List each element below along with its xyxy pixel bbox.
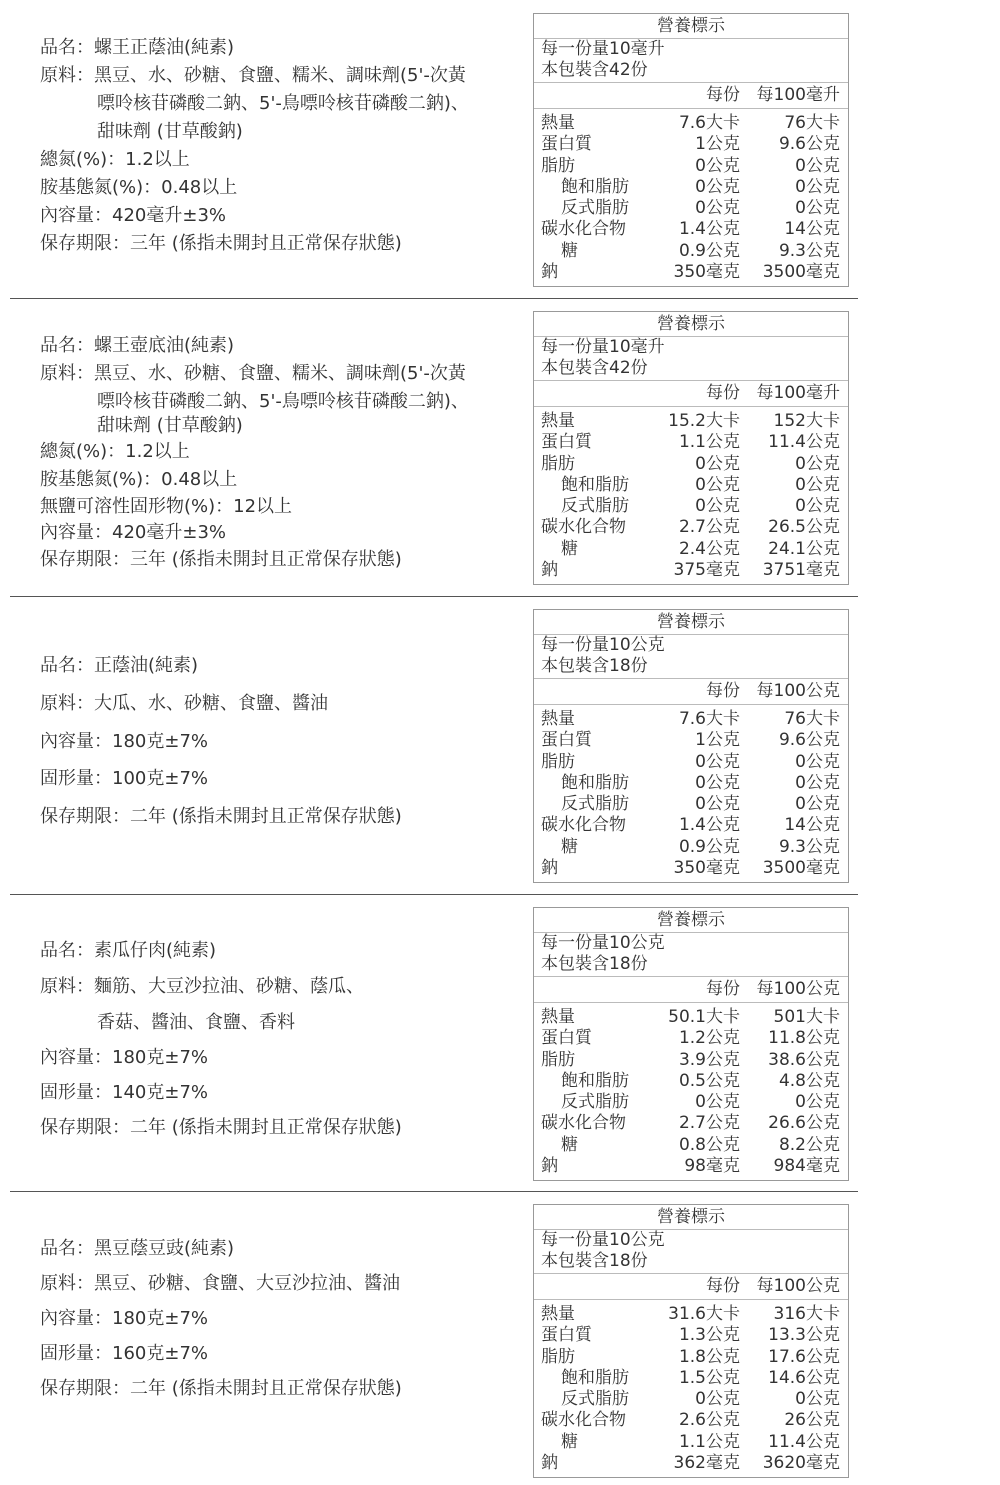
per-serving-header: 每份	[706, 1276, 740, 1296]
per-100-value: 9.3公克	[778, 836, 840, 857]
per-100-value: 0公克	[795, 794, 840, 815]
nutrition-title: 營養標示	[534, 14, 848, 39]
product-detail-line: 原料：黑豆、水、砂糖、食鹽、糯米、調味劑(5'-次黃	[40, 65, 466, 86]
per-serving-value: 0公克	[695, 155, 740, 176]
per-100-value: 0公克	[795, 1092, 840, 1113]
per-100-value: 8.2公克	[778, 1134, 840, 1155]
nutrient-label: 蛋白質	[541, 432, 592, 453]
nutrient-label: 蛋白質	[541, 1325, 592, 1346]
nutrition-row	[534, 794, 848, 815]
nutrient-label: 飽和脂肪	[561, 474, 629, 495]
nutrition-row	[534, 1389, 848, 1410]
nutrition-row	[534, 496, 848, 517]
product-name: 品名：黑豆蔭豆豉(純素)	[40, 1238, 235, 1259]
nutrient-label: 脂肪	[541, 751, 575, 772]
nutrient-label: 蛋白質	[541, 1028, 592, 1049]
nutrient-label: 碳水化合物	[541, 517, 626, 538]
nutrient-label: 反式脂肪	[561, 198, 629, 219]
per-serving-header: 每份	[706, 85, 740, 105]
per-100-value: 0公克	[795, 198, 840, 219]
serving-size: 每一份量10公克	[541, 1230, 665, 1250]
nutrition-row	[534, 262, 848, 283]
nutrition-row	[534, 475, 848, 496]
per-serving-value: 0公克	[695, 453, 740, 474]
per-serving-value: 0.9公克	[678, 240, 740, 261]
product-detail-line: 保存期限：二年 (係指未開封且正常保存狀態)	[40, 1117, 402, 1138]
per-serving-value: 1.1公克	[678, 1431, 740, 1452]
product-detail-line: 甜味劑 (甘草酸鈉)	[97, 121, 243, 142]
nutrition-row	[534, 815, 848, 836]
per-serving-value: 362毫克	[673, 1453, 740, 1474]
product-detail-line: 保存期限：三年 (係指未開封且正常保存狀態)	[40, 549, 402, 570]
product-name: 品名：正蔭油(純素)	[40, 655, 199, 676]
nutrition-row	[534, 454, 848, 475]
per-serving-value: 2.7公克	[678, 1113, 740, 1134]
per-100-value: 11.8公克	[768, 1028, 840, 1049]
nutrition-title: 營養標示	[534, 908, 848, 933]
per-100-value: 984毫克	[773, 1156, 840, 1177]
per-100-value: 26.6公克	[768, 1113, 840, 1134]
nutrition-rows	[534, 1300, 848, 1477]
per-serving-value: 98毫克	[684, 1156, 740, 1177]
per-100-value: 501大卡	[773, 1007, 840, 1027]
serving-size: 每一份量10公克	[541, 635, 665, 655]
per-serving-value: 350毫克	[673, 262, 740, 283]
per-serving-value: 375毫克	[673, 560, 740, 581]
nutrition-rows	[534, 1003, 848, 1180]
per-100-value: 0公克	[795, 453, 840, 474]
nutrient-label: 碳水化合物	[541, 1410, 626, 1431]
per-serving-value: 2.4公克	[678, 538, 740, 559]
per-serving-value: 0公克	[695, 176, 740, 197]
nutrition-row	[534, 1092, 848, 1113]
per-100-value: 76大卡	[784, 709, 840, 729]
nutrition-title: 營養標示	[534, 312, 848, 337]
per-serving-value: 0公克	[695, 751, 740, 772]
per-100-value: 0公克	[795, 496, 840, 517]
product-detail-line: 內容量：180克±7%	[40, 1308, 208, 1329]
per-serving-value: 0公克	[695, 1389, 740, 1410]
product-detail-line: 固形量：140克±7%	[40, 1082, 208, 1103]
nutrient-label: 糖	[561, 836, 578, 857]
per-100-value: 0公克	[795, 155, 840, 176]
per-100-value: 14.6公克	[768, 1367, 840, 1388]
product-detail-line: 內容量：420毫升±3%	[40, 522, 226, 543]
nutrition-header	[534, 1274, 848, 1300]
per-100-header: 每100毫升	[756, 383, 840, 403]
nutrient-label: 反式脂肪	[561, 794, 629, 815]
nutrition-row	[534, 773, 848, 794]
product-detail-line: 嘌呤核苷磷酸二鈉、5'-鳥嘌呤核苷磷酸二鈉)、	[97, 391, 469, 412]
nutrition-row	[534, 1113, 848, 1134]
nutrient-label: 糖	[561, 538, 578, 559]
serving-size: 每一份量10公克	[541, 933, 665, 953]
nutrient-label: 糖	[561, 1431, 578, 1452]
product-detail-line: 胺基態氮(%)：0.48以上	[40, 177, 238, 198]
nutrition-row	[534, 1050, 848, 1071]
per-serving-value: 7.6大卡	[678, 113, 740, 133]
section-divider	[10, 596, 858, 597]
per-serving-value: 1.2公克	[678, 1028, 740, 1049]
nutrition-row	[534, 432, 848, 453]
per-serving-value: 0公克	[695, 794, 740, 815]
per-serving-value: 0.8公克	[678, 1134, 740, 1155]
nutrition-row	[534, 1071, 848, 1092]
serving-info	[534, 933, 848, 977]
product-detail-line: 總氮(%)：1.2以上	[40, 441, 190, 462]
section-divider	[10, 298, 858, 299]
per-100-value: 316大卡	[773, 1304, 840, 1324]
nutrition-row	[534, 858, 848, 879]
nutrition-row	[534, 156, 848, 177]
per-100-value: 14公克	[784, 219, 840, 240]
nutrition-table	[533, 13, 849, 287]
nutrition-header	[534, 83, 848, 109]
nutrient-label: 鈉	[541, 560, 558, 581]
product-detail-line: 原料：麵筋、大豆沙拉油、砂糖、蔭瓜、	[40, 976, 364, 997]
per-100-value: 13.3公克	[768, 1325, 840, 1346]
product-detail-line: 總氮(%)：1.2以上	[40, 149, 190, 170]
nutrition-rows	[534, 109, 848, 286]
product-detail-line: 保存期限：二年 (係指未開封且正常保存狀態)	[40, 1378, 402, 1399]
servings-per-package: 本包裝含18份	[541, 1251, 648, 1271]
nutrition-table	[533, 609, 849, 883]
per-100-value: 3500毫克	[762, 858, 840, 879]
per-100-value: 9.6公克	[778, 730, 840, 751]
per-serving-value: 1.5公克	[678, 1367, 740, 1388]
product-detail-line: 嘌呤核苷磷酸二鈉、5'-鳥嘌呤核苷磷酸二鈉)、	[97, 93, 469, 114]
serving-info	[534, 1230, 848, 1274]
nutrient-label: 脂肪	[541, 155, 575, 176]
nutrition-row	[534, 517, 848, 538]
per-100-value: 0公克	[795, 474, 840, 495]
nutrient-label: 鈉	[541, 1156, 558, 1177]
nutrient-label: 碳水化合物	[541, 219, 626, 240]
servings-per-package: 本包裝含18份	[541, 656, 648, 676]
product-detail-line: 固形量：100克±7%	[40, 768, 208, 789]
nutrition-row	[534, 730, 848, 751]
per-serving-value: 1.3公克	[678, 1325, 740, 1346]
per-100-value: 0公克	[795, 772, 840, 793]
nutrient-label: 飽和脂肪	[561, 1367, 629, 1388]
nutrient-label: 脂肪	[541, 1049, 575, 1070]
nutrition-row	[534, 1007, 848, 1028]
per-100-value: 0公克	[795, 176, 840, 197]
per-100-header: 每100公克	[756, 1276, 840, 1296]
per-serving-value: 2.6公克	[678, 1410, 740, 1431]
per-100-value: 3500毫克	[762, 262, 840, 283]
nutrition-table	[533, 1204, 849, 1478]
nutrition-row	[534, 113, 848, 134]
per-serving-value: 1.8公克	[678, 1346, 740, 1367]
per-100-value: 0公克	[795, 751, 840, 772]
product-detail-line: 甜味劑 (甘草酸鈉)	[97, 415, 243, 436]
section-divider	[10, 894, 858, 895]
per-serving-value: 1.1公克	[678, 432, 740, 453]
per-serving-value: 31.6大卡	[668, 1304, 740, 1324]
per-100-value: 9.3公克	[778, 240, 840, 261]
nutrition-row	[534, 241, 848, 262]
product-detail-line: 原料：大瓜、水、砂糖、食鹽、醬油	[40, 693, 328, 714]
nutrient-label: 脂肪	[541, 1346, 575, 1367]
servings-per-package: 本包裝含42份	[541, 60, 648, 80]
per-serving-value: 1公克	[695, 730, 740, 751]
nutrition-header	[534, 679, 848, 705]
nutrition-row	[534, 1028, 848, 1049]
per-serving-value: 0公克	[695, 772, 740, 793]
nutrition-row	[534, 539, 848, 560]
nutrition-row	[534, 1135, 848, 1156]
serving-size: 每一份量10毫升	[541, 39, 665, 59]
per-serving-value: 350毫克	[673, 858, 740, 879]
nutrition-rows	[534, 705, 848, 882]
per-100-value: 38.6公克	[768, 1049, 840, 1070]
nutrition-table	[533, 907, 849, 1181]
serving-info	[534, 337, 848, 381]
product-detail-line: 無鹽可溶性固形物(%)：12以上	[40, 496, 293, 517]
nutrient-label: 熱量	[541, 1007, 575, 1027]
per-serving-value: 50.1大卡	[668, 1007, 740, 1027]
per-serving-value: 0.5公克	[678, 1070, 740, 1091]
product-detail-line: 香菇、醬油、食鹽、香料	[97, 1012, 295, 1033]
per-100-value: 3620毫克	[762, 1453, 840, 1474]
per-serving-value: 0公克	[695, 198, 740, 219]
per-100-header: 每100毫升	[756, 85, 840, 105]
nutrient-label: 碳水化合物	[541, 1113, 626, 1134]
product-detail-line: 原料：黑豆、砂糖、食鹽、大豆沙拉油、醬油	[40, 1273, 400, 1294]
product-detail-line: 內容量：180克±7%	[40, 1047, 208, 1068]
nutrition-row	[534, 134, 848, 155]
per-serving-value: 1.4公克	[678, 219, 740, 240]
nutrition-row	[534, 1156, 848, 1177]
nutrient-label: 熱量	[541, 1304, 575, 1324]
per-serving-header: 每份	[706, 681, 740, 701]
per-serving-value: 0公克	[695, 474, 740, 495]
nutrient-label: 反式脂肪	[561, 496, 629, 517]
nutrition-row	[534, 1304, 848, 1325]
nutrient-label: 飽和脂肪	[561, 772, 629, 793]
nutrient-label: 反式脂肪	[561, 1092, 629, 1113]
per-serving-value: 1公克	[695, 134, 740, 155]
nutrition-row	[534, 219, 848, 240]
per-serving-value: 0公克	[695, 1092, 740, 1113]
nutrition-header	[534, 381, 848, 407]
per-100-value: 0公克	[795, 1389, 840, 1410]
per-serving-value: 0公克	[695, 496, 740, 517]
product-name: 品名：素瓜仔肉(純素)	[40, 940, 217, 961]
per-100-value: 26公克	[784, 1410, 840, 1431]
per-serving-value: 0.9公克	[678, 836, 740, 857]
product-detail-line: 內容量：180克±7%	[40, 731, 208, 752]
servings-per-package: 本包裝含42份	[541, 358, 648, 378]
per-100-value: 9.6公克	[778, 134, 840, 155]
nutrition-row	[534, 1453, 848, 1474]
per-serving-header: 每份	[706, 383, 740, 403]
nutrient-label: 熱量	[541, 411, 575, 431]
nutrition-title: 營養標示	[534, 610, 848, 635]
nutrient-label: 糖	[561, 1134, 578, 1155]
nutrient-label: 蛋白質	[541, 134, 592, 155]
nutrition-row	[534, 411, 848, 432]
section-divider	[10, 1191, 858, 1192]
per-100-value: 17.6公克	[768, 1346, 840, 1367]
nutrition-row	[534, 560, 848, 581]
per-100-value: 4.8公克	[778, 1070, 840, 1091]
per-serving-value: 1.4公克	[678, 815, 740, 836]
nutrient-label: 鈉	[541, 1453, 558, 1474]
serving-info	[534, 635, 848, 679]
per-100-value: 11.4公克	[768, 1431, 840, 1452]
nutrition-row	[534, 1325, 848, 1346]
product-detail-line: 原料：黑豆、水、砂糖、食鹽、糯米、調味劑(5'-次黃	[40, 363, 466, 384]
nutrition-header	[534, 977, 848, 1003]
product-detail-line: 胺基態氮(%)：0.48以上	[40, 469, 238, 490]
per-100-value: 14公克	[784, 815, 840, 836]
serving-size: 每一份量10毫升	[541, 337, 665, 357]
per-100-value: 24.1公克	[768, 538, 840, 559]
nutrient-label: 飽和脂肪	[561, 176, 629, 197]
per-100-header: 每100公克	[756, 979, 840, 999]
nutrient-label: 鈉	[541, 858, 558, 879]
per-100-value: 3751毫克	[762, 560, 840, 581]
per-serving-value: 2.7公克	[678, 517, 740, 538]
per-100-value: 76大卡	[784, 113, 840, 133]
nutrition-row	[534, 1410, 848, 1431]
nutrient-label: 飽和脂肪	[561, 1070, 629, 1091]
nutrition-rows	[534, 407, 848, 584]
product-detail-line: 保存期限：二年 (係指未開封且正常保存狀態)	[40, 806, 402, 827]
servings-per-package: 本包裝含18份	[541, 954, 648, 974]
per-serving-value: 15.2大卡	[668, 411, 740, 431]
per-serving-header: 每份	[706, 979, 740, 999]
nutrient-label: 脂肪	[541, 453, 575, 474]
per-serving-value: 7.6大卡	[678, 709, 740, 729]
nutrition-row	[534, 177, 848, 198]
nutrient-label: 蛋白質	[541, 730, 592, 751]
nutrient-label: 碳水化合物	[541, 815, 626, 836]
product-detail-line: 內容量：420毫升±3%	[40, 205, 226, 226]
nutrition-title: 營養標示	[534, 1205, 848, 1230]
nutrient-label: 反式脂肪	[561, 1389, 629, 1410]
nutrient-label: 糖	[561, 240, 578, 261]
nutrition-table	[533, 311, 849, 585]
product-detail-line: 保存期限：三年 (係指未開封且正常保存狀態)	[40, 233, 402, 254]
nutrient-label: 熱量	[541, 709, 575, 729]
per-100-value: 11.4公克	[768, 432, 840, 453]
product-detail-line: 固形量：160克±7%	[40, 1343, 208, 1364]
product-name: 品名：螺王正蔭油(純素)	[40, 37, 235, 58]
nutrition-row	[534, 1347, 848, 1368]
nutrition-row	[534, 837, 848, 858]
per-100-value: 152大卡	[773, 411, 840, 431]
nutrition-row	[534, 752, 848, 773]
serving-info	[534, 39, 848, 83]
nutrient-label: 鈉	[541, 262, 558, 283]
nutrition-row	[534, 198, 848, 219]
nutrition-row	[534, 1368, 848, 1389]
per-serving-value: 3.9公克	[678, 1049, 740, 1070]
product-name: 品名：螺王壺底油(純素)	[40, 335, 235, 356]
nutrient-label: 熱量	[541, 113, 575, 133]
per-100-value: 26.5公克	[768, 517, 840, 538]
per-100-header: 每100公克	[756, 681, 840, 701]
nutrition-row	[534, 1432, 848, 1453]
nutrition-row	[534, 709, 848, 730]
